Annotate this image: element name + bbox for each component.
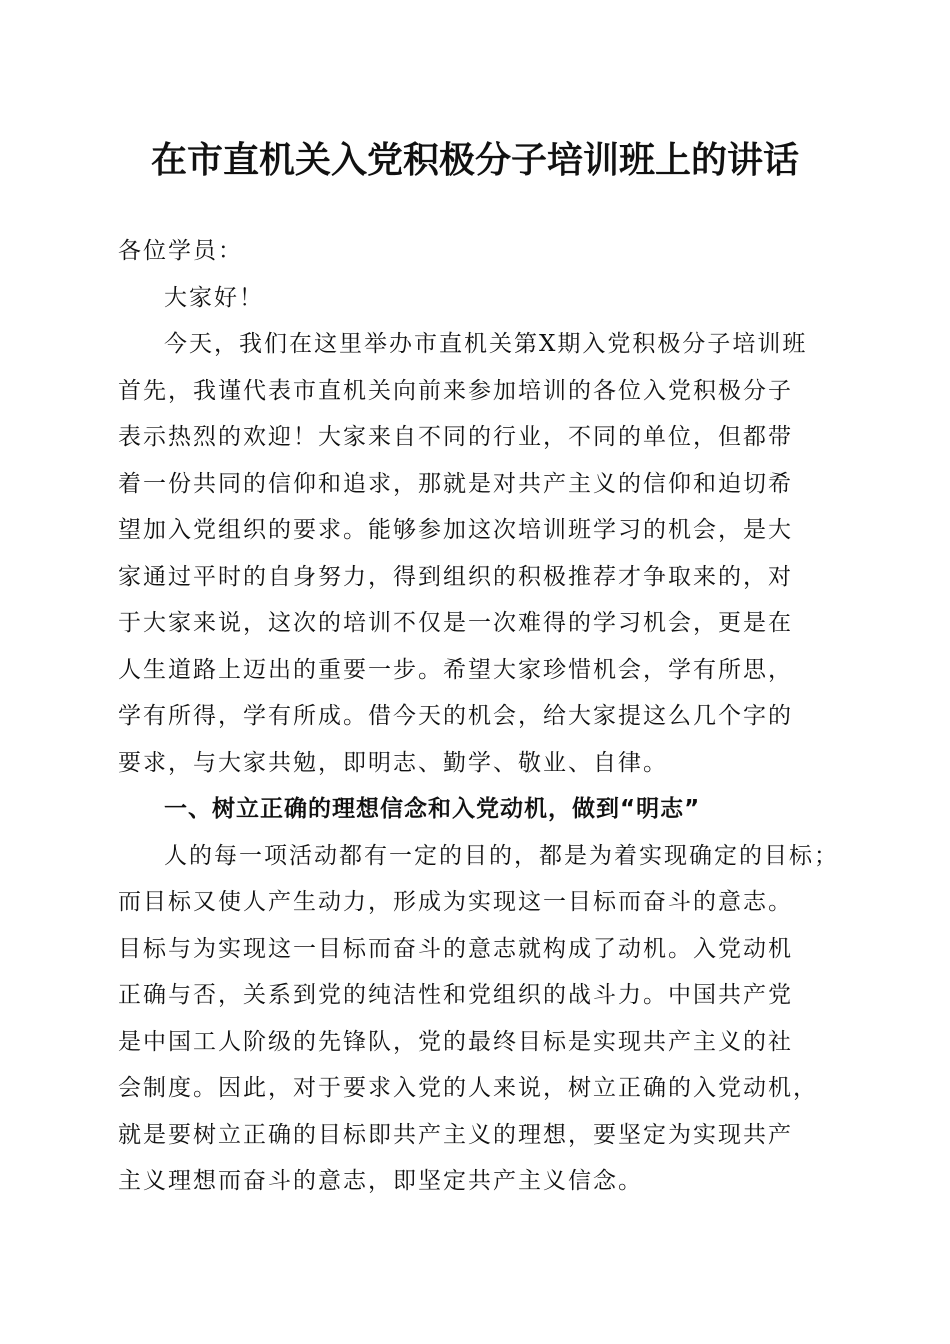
paragraph-2-line: 目标与为实现这一目标而奋斗的意志就构成了动机。入党动机 [118, 935, 793, 962]
paragraph-2-line: 而目标又使人产生动力，形成为实现这一目标而奋斗的意志。 [118, 889, 793, 915]
salutation: 各位学员： [118, 238, 243, 264]
paragraph-2-line: 主义理想而奋斗的意志，即坚定共产主义信念。 [118, 1168, 643, 1194]
paragraph-1-line: 表示热烈的欢迎！大家来自不同的行业，不同的单位，但都带 [118, 424, 793, 450]
greeting: 大家好！ [164, 284, 264, 311]
paragraph-1-line: 望加入党组织的要求。能够参加这次培训班学习的机会，是大 [118, 517, 793, 543]
paragraph-2-line: 就是要树立正确的目标即共产主义的理想，要坚定为实现共产 [118, 1121, 793, 1148]
document-title: 在市直机关入党积极分子培训班上的讲话 [150, 139, 799, 181]
paragraph-2-line: 人的每一项活动都有一定的目的，都是为着实现确定的目标； [164, 842, 839, 869]
paragraph-1-line: 今天，我们在这里举办市直机关第X期入党积极分子培训班 [164, 331, 808, 357]
paragraph-1-line: 于大家来说，这次的培训不仅是一次难得的学习机会，更是在 [118, 610, 793, 636]
paragraph-1-line: 着一份共同的信仰和追求，那就是对共产主义的信仰和迫切希 [118, 470, 793, 497]
paragraph-2-line: 正确与否，关系到党的纯洁性和党组织的战斗力。中国共产党 [118, 982, 793, 1008]
paragraph-1-line: 学有所得，学有所成。借今天的机会，给大家提这么几个字的 [118, 703, 793, 729]
paragraph-1-line: 家通过平时的自身努力，得到组织的积极推荐才争取来的，对 [118, 563, 793, 590]
section-1-heading: 一、树立正确的理想信念和入党动机，做到“明志” [164, 796, 701, 822]
document-body [118, 228, 839, 1205]
paragraph-1-line: 首先，我谨代表市直机关向前来参加培训的各位入党积极分子 [118, 377, 793, 404]
paragraph-1-line: 要求，与大家共勉，即明志、勤学、敬业、自律。 [118, 749, 668, 776]
paragraph-2-line: 是中国工人阶级的先锋队，党的最终目标是实现共产主义的社 [118, 1028, 793, 1055]
paragraph-2-line: 会制度。因此，对于要求入党的人来说，树立正确的入党动机， [118, 1075, 818, 1101]
paragraph-1-line: 人生道路上迈出的重要一步。希望大家珍惜机会，学有所思， [118, 656, 793, 683]
